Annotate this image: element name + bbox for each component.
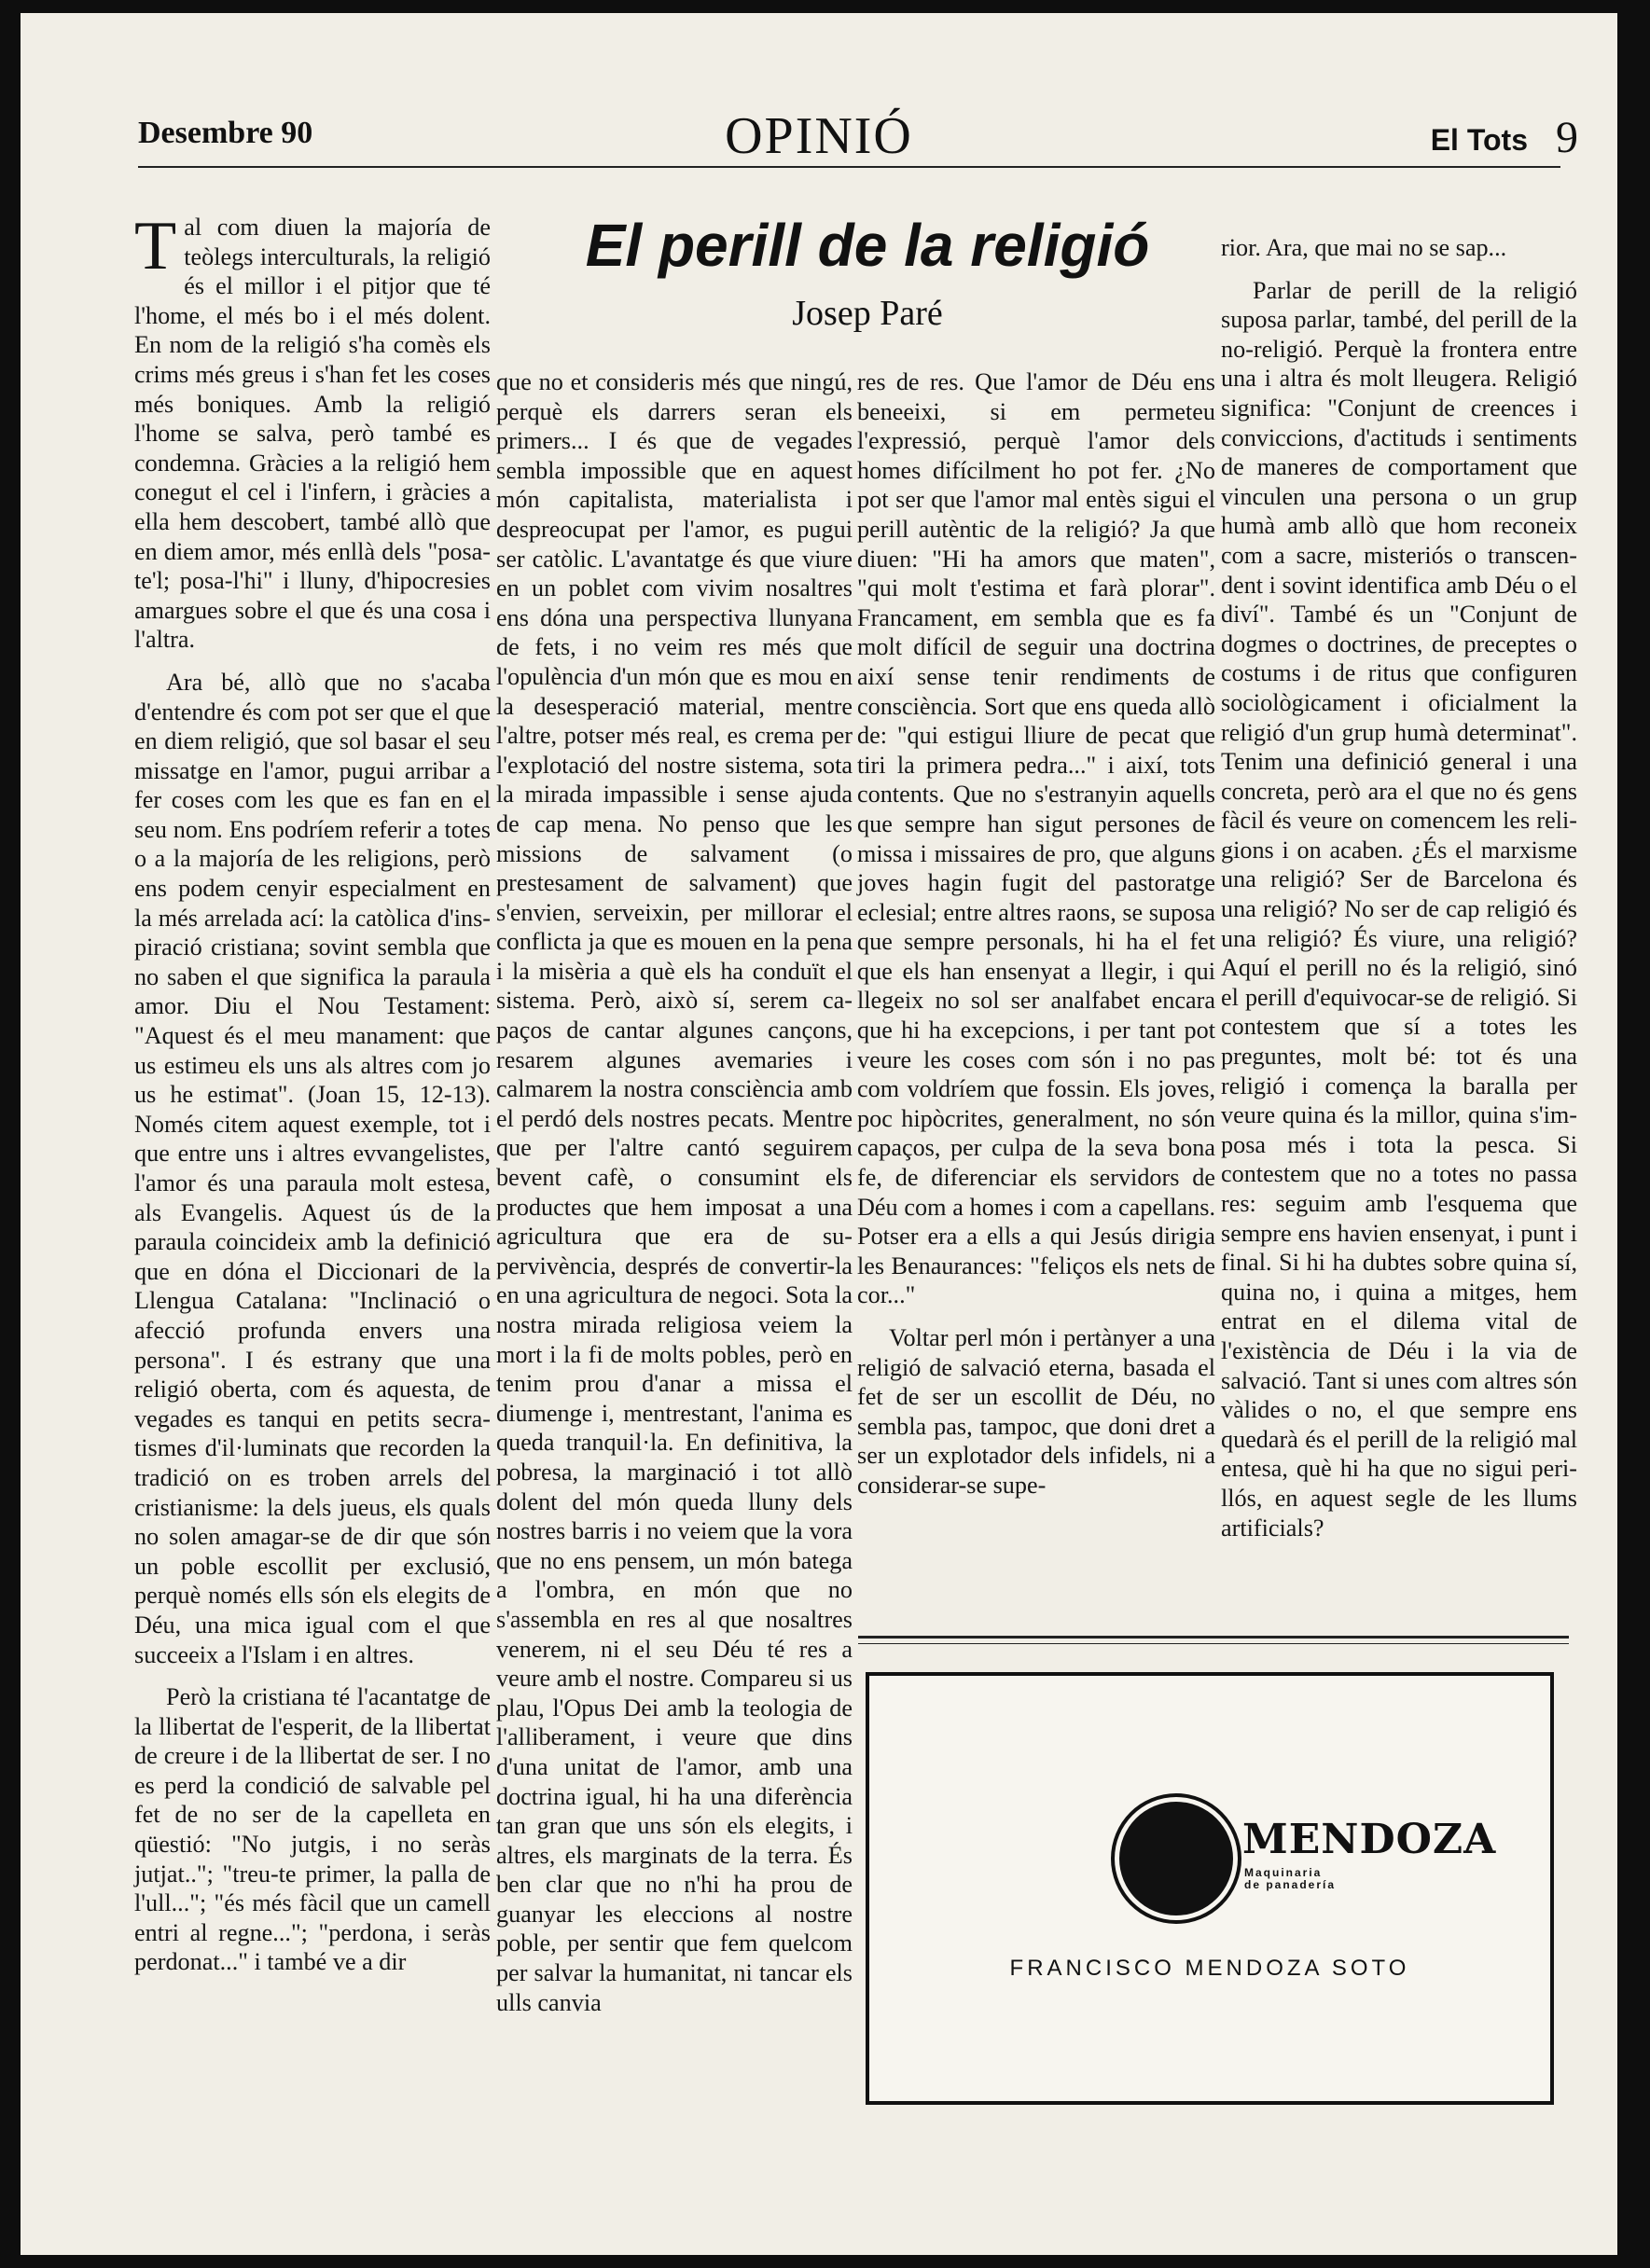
article-column-4: [1221, 233, 1577, 1692]
paragraph: rior. Ara, que mai no se sap...: [1221, 234, 1507, 261]
ad-tagline: [1244, 1867, 1393, 1891]
paragraph: Però la cristiana té l'acantatge de la llibertat de l'esperit, de la llibertat de creure i de la llibertat de ser. I no es perd la condició de salvable pel fet de no ser de la capelleta en qüestió: "No jutgis, i no seràs jutjat.."; "treu-te primer, la palla de l'ull..."; "és més fàcil que un camell entri al regne..."; "perdona, i seràs perdonat..." i també ve a dir: [134, 1683, 491, 1976]
article-end-rule-thin: [858, 1643, 1569, 1644]
article-column-1: [134, 208, 491, 2106]
ad-tagline-line: de panadería: [1244, 1878, 1337, 1891]
issue-date: Desembre 90: [138, 116, 313, 150]
article-end-rule: [858, 1636, 1569, 1639]
ad-tagline-line: Maquinaria: [1244, 1866, 1323, 1879]
advertisement-box: [866, 1672, 1554, 2105]
paragraph: Parlar de perill de la religió suposa parlar, també, del perill de la no-religió. Perquè la frontera entre una i altra és molt lleugera. Religió significa: "Conjunt de creences i conviccions, d'actituds i sentiments de maneres de comportament que vinculen una persona o un grup humà amb allò que hom reconeix com a sacre, misteriós o transcendent i sovint identifica amb Déu o el diví". També és un "Conjunt de dogmes o doctrines, de preceptes o costums i de ritus que configuren sociològicament i oficialment la religió d'un grup humà determinat". Tenim una definició general i una concreta, però ara el que no és gens fàcil és veure on comencem les religions i on acaben. ¿És el marxisme una religió? Ser de Barcelona és una religió? No ser de cap religió és una religió? És viure, una religió? Aquí el perill no és la religió, sinó el perill d'equivocar-se de religió. Si contestem que sí a totes les preguntes, molt bé: tot és una religió i comença la baralla per veure quina és la millor, quina s'imposa més i tota la pesca. Si contestem que no a totes no passa res: seguim amb l'esquema que sempre ens havien ensenyat, i punt i final. Si hi ha dubtes sobre quina sí, quina no, i quina a mitges, hem entrat en el dilema vital de l'existència de Déu i la via de salvació. Tant si unes com altres són vàlides o no, el que sempre ens quedarà és el perill de la religió mal entesa, què hi ha que no sigui perillós, en aquest segle de les llums artificials?: [1221, 276, 1577, 1542]
article-column-3: [857, 367, 1215, 1692]
paragraph: que no et consideris més que ningú, perquè els darrers seran els primers... I és que de vegades sembla impossible que en aquest món capitalista, materialista i despreocupat per l'amor, es pugui ser catòlic. L'avantatge és que viure en un poblet com vivim nosaltres ens dóna una perspectiva llunyana de fets, i no veim res més que l'opulència d'un món que es mou en la desesperació material, mentre l'altre, potser més real, es crema per l'explotació del nostre sistema, sota la mirada impassible i sense ajuda de cap mena. No penso que les missions de salvament (o prestesament de salvament) que s'envien, serveixin, per millorar el conflicta ja que es mouen en la pena i la misèria a què els ha conduït el sistema. Però, això sí, serem capaços de cantar algunes cançons, resarem algunes avemaries i calmarem la nostra consciència amb el perdó dels nostres pecats. Mentre que per l'altre cantó seguirem bevent cafè, o consumint els productes que hem imposat a una agricultura que era de supervivència, després de convertir-la en una agricultura de negoci. Sota la nostra mirada religiosa veiem la mort i la fi de molts pobles, però en tenim prou d'anar a missa el diumenge i, mentrestant, l'anima es queda tranquil·la. En definitiva, la pobresa, la marginació i tot allò dolent del món queda lluny dels nostres barris i no veiem que la vora que no ens pensem, un món batega a l'ombra, en món que no s'assembla en res al que nosaltres venerem, ni el seu Déu té res a veure amb el nostre. Compareu si us plau, l'Opus Dei amb la teologia de l'alliberament, i veure que dins d'una unitat de l'amor, amb una doctrina igual, hi ha una diferència tan gran que uns són els elegits, i altres, els marginats de la terra. És ben clar que no n'hi ha prou de guanyar les eleccions al nostre poble, per sentir que fem quelcom per salvar la humanitat, ni tancar els ulls canvia: [496, 368, 853, 2016]
article-column-2: [496, 367, 853, 2106]
article-title: El perill de la religió: [585, 212, 1150, 279]
page-number: 9: [1556, 113, 1578, 162]
header-rule: [138, 166, 1560, 168]
paragraph: [134, 208, 491, 655]
ad-brand-name: MENDOZA: [1242, 1816, 1497, 1863]
ad-owner-name: FRANCISCO MENDOZA SOTO: [1009, 1956, 1410, 1981]
paragraph: res de res. Que l'amor de Déu ens beneeixi, si em permeteu l'expressió, perquè l'amor dels homes difícilment ho pot fer. ¿No pot ser que l'amor mal entès sigui el perill autèntic de la religió? Ja que diuen: "Hi ha amors que maten", "qui molt t'estima et farà plorar". Francament, em sembla que es fa molt difícil de seguir una doctrina així sense tenir rendiments de consciència. Sort que ens queda allò de: "qui estigui lliure de pecat que tiri la primera pedra..." i així, tots contents. Que no s'estranyin aquells que sempre han sigut persones de missa i missaires de pro, que alguns joves hagin fugit del pastoratge eclesial; entre altres raons, se suposa que sempre personals, hi ha el fet que els han ensenyat a llegir, i qui llegeix no sol ser analfabet encara que hi ha excepcions, i per tant pot veure les coses com són i no pas com voldríem que fossin. Els joves, poc hipòcrites, generalment, no són capaços, per culpa de la seva bona fe, de diferenciar els servidors de Déu com a homes i com a capellans. Potser era a ells a qui Jesús dirigia les Benaurances: "feliços els nets de cor...": [857, 368, 1215, 1309]
section-title: OPINIÓ: [725, 107, 913, 165]
drop-cap: T: [134, 208, 177, 284]
newspaper-page: [21, 13, 1617, 2255]
paragraph-text: al com diuen la majoría de teòlegs interculturals, la religió és el millor i el pitjor que té l'home, el més bo i el més dolent. En nom de la religió s'ha comès els crims més greus i s'han fet les coses més boniques. Amb la religió l'home se salva, però també es condemna. Gràcies a la religió hem conegut el cel i l'infern, i gràcies a ella hem descobert, també allò que en diem amor, més enllà dels "posa-te'l; posa-l'hi" i lluny, d'hipocresies amargues sobre el que és una cosa i l'altra.: [134, 214, 491, 654]
brand-logo-icon: [1119, 1802, 1233, 1915]
article-author: Josep Paré: [792, 294, 943, 333]
paragraph: Voltar perl món i pertànyer a una religió de salvació eterna, basada el fet de ser un escollit de Déu, no sembla pas, tampoc, que doni dret a ser un explotador dels infidels, ni a considerar-se supe-: [857, 1324, 1215, 1499]
magazine-name: El Tots: [1430, 123, 1528, 157]
paragraph: Ara bé, allò que no s'acaba d'entendre és com pot ser que el que en diem religió, que sol basar el seu missatge en l'amor, pugui arribar a fer coses com les que es fan en el seu nom. Ens podríem referir a totes o a la majoría de les religions, però ens podem cenyir especialment en la més arrelada ací: la catòlica d'inspiració cristiana; sovint sembla que no saben el que significa la paraula amor. Diu el Nou Testament: "Aquest és el meu manament: que us estimeu els uns als altres com jo us he estimat". (Joan 15, 12-13). Només citem aquest exemple, tot i que entre uns i altres evvangelistes, l'amor és una paraula molt estesa, als Evangelis. Aquest ús de la paraula coincideix amb la definició que en dóna el Diccionari de la Llengua Catalana: "Inclinació o afecció profunda envers una persona". I és estrany que una religió oberta, com és aquesta, de vegades es tanqui en petits secratismes d'il·luminats que recorden la tradició on es troben arrels del cristianisme: la dels jueus, els quals no solen amagar-se de dir que són un poble escollit per exclusió, perquè només ells són els elegits de Déu, una mica igual com el que succeeix a l'Islam i en altres.: [134, 668, 491, 1668]
